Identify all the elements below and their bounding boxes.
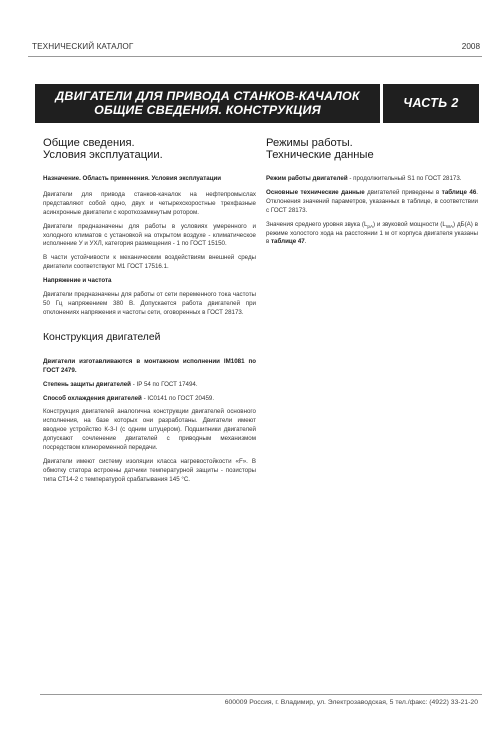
protection-line: [43, 381, 256, 390]
section-heading-construction: Конструкция двигателей: [43, 331, 161, 343]
tech-rest: . Отклонения значений параметров, указанных в таблице, в соответствии с ГОСТ 28173.: [266, 188, 478, 214]
heading-line: Технические данные: [266, 149, 374, 161]
paragraph: Конструкция двигателей аналогична конструкции двигателей основного исполнения, на базе которых они разработаны. Двигатели имеют вводное устройство К-3-I (с одним штуцером). Подшипники двигателей допускают сочленение двигателей с приводным механизмом посредством клиноременной передачи.: [43, 408, 256, 452]
mounting-note: Двигатели изготавливаются в монтажном исполнении IM1081 по ГОСТ 2479.: [43, 357, 256, 374]
catalog-year: 2008: [461, 42, 480, 51]
left-column: [43, 137, 256, 485]
noise-paragraph: [266, 221, 478, 248]
tech-text: двигателей приведены в: [364, 188, 442, 196]
cooling-label: Способ охлаждения двигателей: [43, 394, 142, 402]
heading-line: Режимы работы.: [266, 137, 353, 149]
section-heading-modes: [266, 137, 478, 161]
part-label: ЧАСТЬ 2: [383, 84, 479, 123]
paragraph: Двигатели предназначены для работы от сети переменного тока частоты 50 Гц напряжением 380 В. Допускается работа двигателей при отклонениях напряжения и частоты сети, оговоренных в ГОСТ 28173.: [43, 291, 256, 316]
paragraph: Двигатели для привода станков-качалок на нефтепромыслах представляют собой одно, двух и четырехскоростные трехфазные асинхронные двигатели с короткозамкнутым ротором.: [43, 190, 256, 216]
tech-data-paragraph: [266, 189, 478, 216]
subheading-voltage: Напряжение и частота: [43, 277, 112, 285]
protection-value: - IP 54 по ГОСТ 17494.: [131, 380, 198, 388]
subscript: WA: [445, 223, 454, 229]
footer-divider: [40, 694, 482, 695]
protection-label: Степень защиты двигателей: [43, 380, 131, 388]
tech-label: Основные технические данные: [266, 188, 365, 196]
mode-label: Режим работы двигателей: [266, 175, 348, 182]
footer-address: 600009 Россия, г. Владимир, ул. Электрозаводская, 5 тел./факс: (4922) 33-21-20: [224, 699, 478, 706]
banner-title-line1: ДВИГАТЕЛИ ДЛЯ ПРИВОДА СТАНКОВ-КАЧАЛОК: [55, 89, 360, 103]
right-column: [266, 137, 478, 247]
subscript: pA: [367, 223, 374, 229]
mode-value: - продолжительный S1 по ГОСТ 28173.: [347, 175, 462, 182]
paragraph: В части устойчивости к механическим воздействиям внешней среды двигатели соответствуют М1 ГОСТ 17516.1.: [43, 254, 256, 271]
heading-line: Общие сведения.: [43, 137, 135, 149]
banner-title: [35, 84, 380, 123]
noise-text: ) дБ(А) в режиме холостого хода на расстоянии 1 м от корпуса двигателя указаны в: [266, 220, 478, 246]
section-heading-general: [43, 137, 256, 161]
banner-title-line2: ОБЩИЕ СВЕДЕНИЯ. КОНСТРУКЦИЯ: [94, 103, 321, 117]
page-header: [28, 40, 482, 57]
paragraph: Двигатели имеют систему изоляции класса нагревостойкости «F». В обмотку статора встроены датчики температурной защиты - позисторы типа СТ14-2 с температурой срабатывания 145 °С.: [43, 457, 256, 483]
heading-line: Условия эксплуатации.: [43, 149, 163, 161]
subheading-purpose: Назначение. Область применения. Условия эксплуатации: [43, 175, 222, 182]
paragraph: Двигатели предназначены для работы в условиях умеренного и холодного климатов с установкой на открытом воздухе - климатическое исполнение У и УХЛ, категория размещения - 1 по ГОСТ 15150.: [43, 222, 256, 248]
mode-line: [266, 175, 478, 184]
cooling-line: [43, 395, 256, 404]
noise-text: ) и звуковой мощности (L: [373, 220, 446, 228]
noise-text: .: [304, 238, 307, 246]
table-ref-46: таблице 46: [441, 188, 477, 196]
table-ref-47: таблице 47: [271, 238, 305, 246]
noise-text: Значения среднего уровня звука (L: [266, 220, 368, 228]
cooling-value: - IC0141 по ГОСТ 20459.: [141, 394, 215, 402]
catalog-label: ТЕХНИЧЕСКИЙ КАТАЛОГ: [32, 42, 134, 51]
section-banner: [35, 84, 479, 123]
